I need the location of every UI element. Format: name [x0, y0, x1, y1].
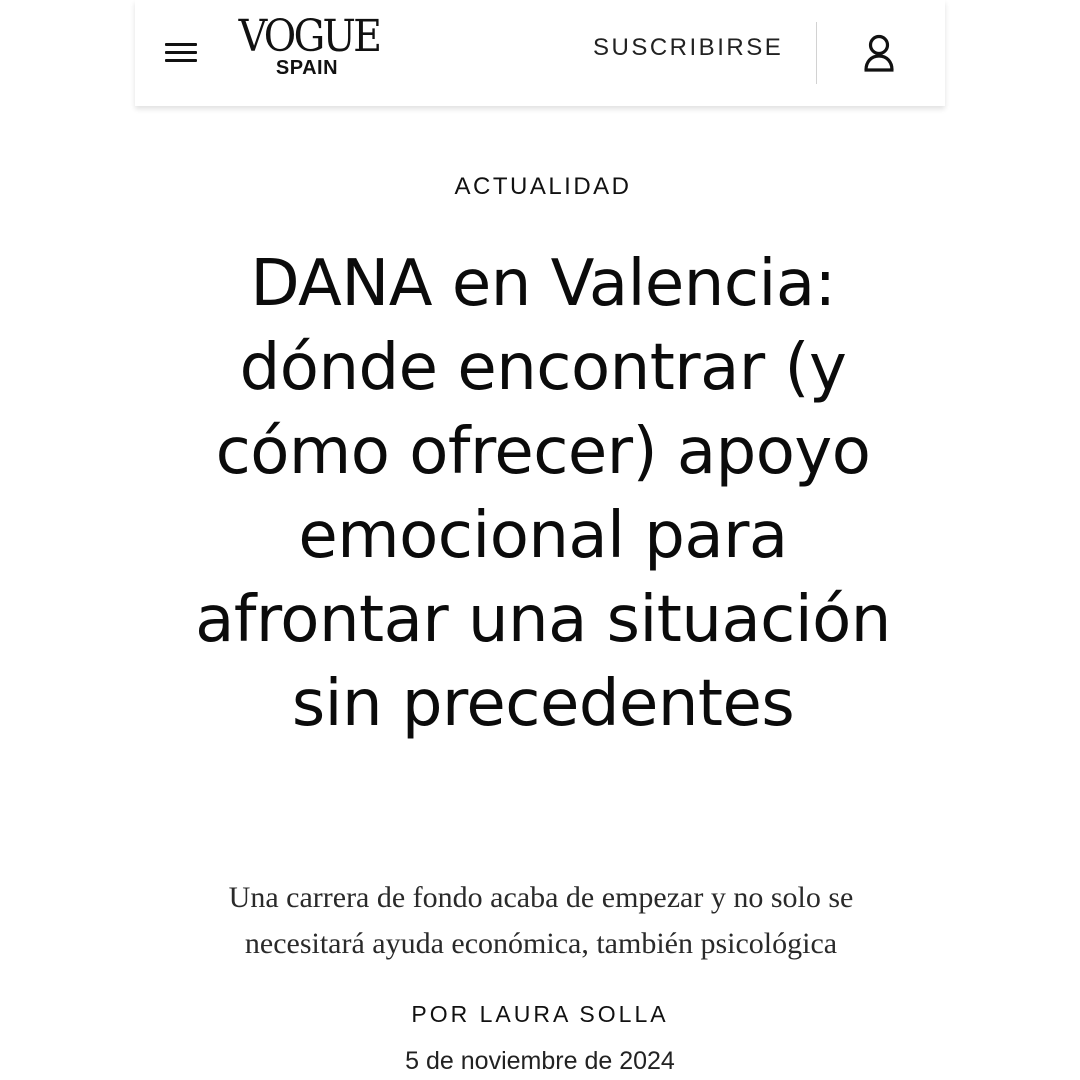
user-account-icon[interactable]: [861, 34, 897, 72]
menu-line: [165, 59, 197, 62]
subscribe-button[interactable]: SUSCRIBIRSE: [593, 34, 784, 61]
header-divider: [816, 22, 817, 84]
article-byline[interactable]: POR LAURA SOLLA: [411, 1001, 669, 1027]
logo-edition: SPAIN: [275, 57, 339, 79]
menu-line: [165, 51, 197, 54]
logo-wordmark: VOGUE: [238, 11, 380, 62]
hamburger-menu-icon[interactable]: [165, 40, 197, 66]
article-dek: Una carrera de fondo acaba de empezar y no solo se necesitará ayuda económica, también psicológica: [228, 881, 854, 960]
menu-line: [165, 43, 197, 46]
user-account-icon-graphic: [861, 34, 897, 72]
site-header: [135, 0, 945, 106]
article-date: 5 de noviembre de 2024: [405, 1047, 675, 1075]
article-category[interactable]: ACTUALIDAD: [454, 173, 632, 200]
article-headline: DANA en Valencia: dónde encontrar (y cómo ofrecer) apoyo emocional para afrontar una situación sin precedentes: [195, 247, 891, 741]
vogue-spain-logo[interactable]: [231, 11, 383, 79]
